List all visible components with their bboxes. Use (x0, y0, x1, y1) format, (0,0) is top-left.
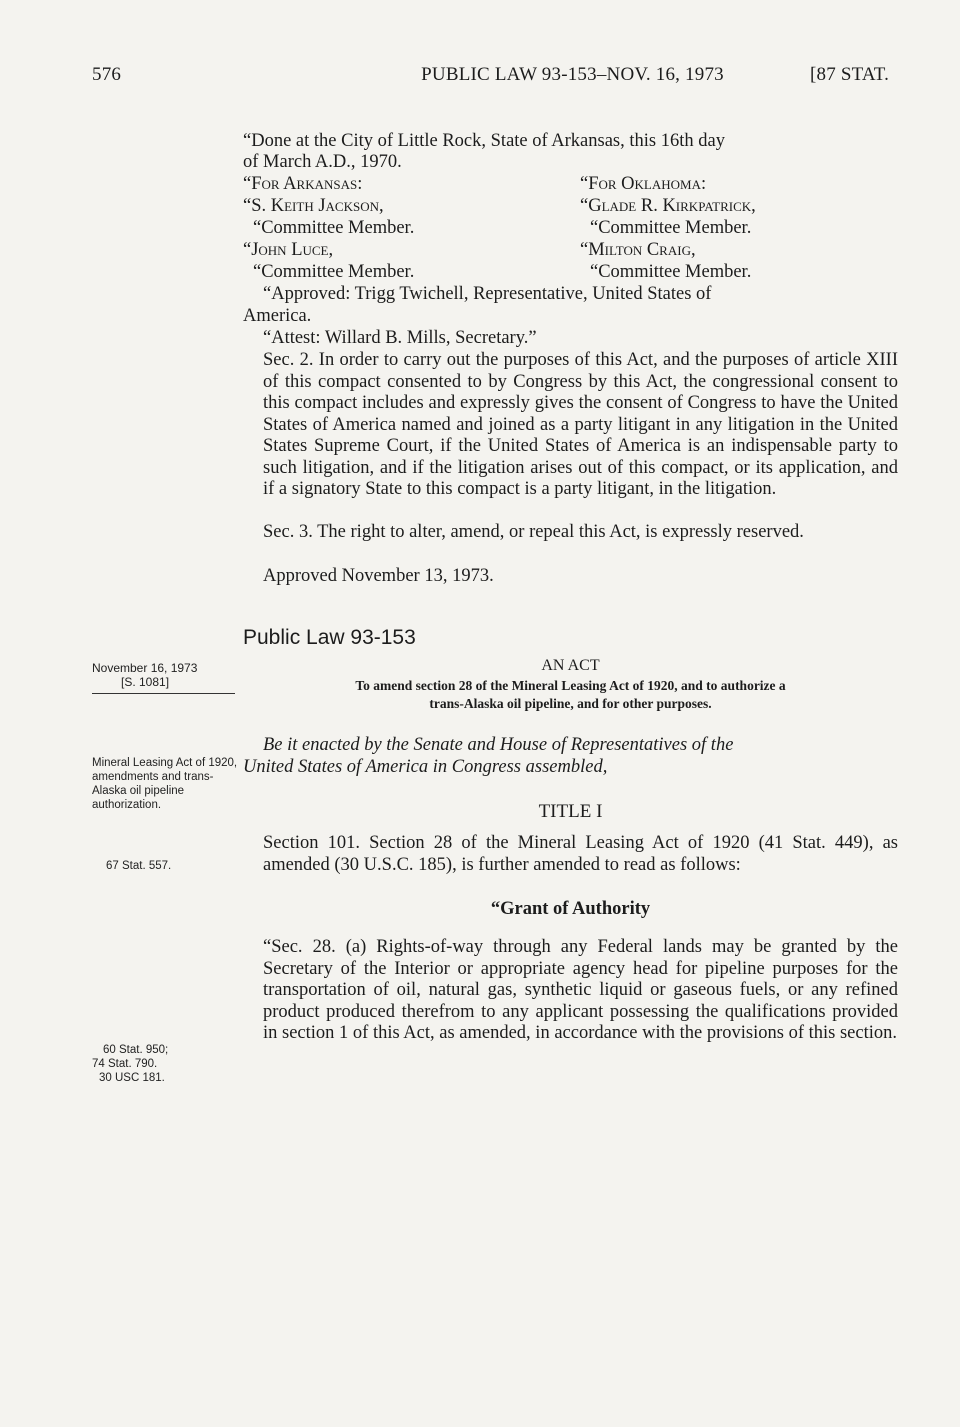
signer-kirkpatrick: “Glade R. Kirkpatrick, (580, 196, 756, 216)
enacting-line-1: Be it enacted by the Senate and House of Representatives of the (263, 735, 734, 755)
margin-cite-67-stat: 67 Stat. 557. (106, 860, 172, 872)
grant-of-authority-heading: “Grant of Authority (490, 899, 651, 919)
section-101-text: Section 101. Section 28 of the Mineral Leasing Act of 1920 (41 Stat. 449), as amended (30 U.S.C. 185), is further amended to read as follows: (263, 833, 898, 875)
section-2-paragraph (243, 350, 898, 501)
for-arkansas-label: “For Arkansas: (243, 174, 363, 194)
enactment-date: November 16, 1973 (92, 661, 198, 675)
running-title: PUBLIC LAW 93-153–NOV. 16, 1973 (421, 64, 724, 85)
margin-note-mineral-leasing: Mineral Leasing Act of 1920, amendments and trans-Alaska oil pipeline authorization. (92, 757, 238, 811)
act-purpose-line-1: To amend section 28 of the Mineral Leasing Act of 1920, and to authorize a (355, 678, 786, 693)
margin-cite-line-3: 30 USC 181. (99, 1072, 165, 1084)
section-101-paragraph (243, 833, 898, 876)
section-28a-paragraph (243, 937, 898, 1045)
signer-craig: “Milton Craig, (580, 240, 696, 260)
committee-member-2: “Committee Member. (590, 218, 752, 238)
act-purpose (243, 677, 898, 713)
margin-cite-line-2: 74 Stat. 790. (92, 1058, 158, 1070)
margin-cite-line-1: 60 Stat. 950; (103, 1044, 169, 1056)
margin-cite-60-stat (92, 1043, 242, 1085)
volume-reference: [87 STAT. (810, 64, 890, 85)
act-purpose-line-2: trans-Alaska oil pipeline, and for other purposes. (429, 696, 712, 711)
committee-member-1: “Committee Member. (253, 218, 415, 238)
committee-member-4: “Committee Member. (590, 262, 752, 282)
an-act-heading: AN ACT (541, 657, 600, 674)
section-2-text: Sec. 2. In order to carry out the purposes of this Act, and the purposes of article XIII of this compact consented to by Congress by this Act, the congressional consent to this compact includes and expressly gives the consent of Congress to have the United States of America named and joined as a party litigant in any litigation in the United States Supreme Court, if the United States of America is an indispensable party to such litigation, and if the litigation arises out of this compact, or its application, and if a signatory State to this compact is a party litigant, in the litigation. (263, 350, 898, 499)
section-28a-text: “Sec. 28. (a) Rights-of-way through any Federal lands may be granted by the Secretary of the Interior or appropriate agency head for pipeline purposes for the transportation of oil, natural gas, synthetic liquid or gaseous fuels, or any refined product produced therefrom to any applicant possessing the qualifications provided in section 1 of this Act, as amended, in accordance with the provisions of this section. (263, 937, 898, 1043)
attest-line: “Attest: Willard B. Mills, Secretary.” (263, 328, 537, 348)
enacting-line-2: United States of America in Congress assembled, (243, 757, 608, 777)
section-3-text: Sec. 3. The right to alter, amend, or repeal this Act, is expressly reserved. (263, 522, 804, 542)
approved-line-2: America. (243, 306, 312, 326)
done-line-2: of March A.D., 1970. (243, 152, 402, 172)
signer-luce: “John Luce, (243, 240, 334, 260)
title-heading: TITLE I (538, 801, 603, 822)
margin-divider (92, 693, 235, 694)
approved-line-1: “Approved: Trigg Twichell, Representative, United States of (263, 284, 712, 304)
public-law-heading: Public Law 93-153 (243, 626, 416, 649)
signer-jackson: “S. Keith Jackson, (243, 196, 384, 216)
page-number: 576 (92, 64, 122, 85)
approved-date: Approved November 13, 1973. (263, 566, 494, 586)
enactment-date-note (92, 661, 242, 689)
for-oklahoma-label: “For Oklahoma: (580, 174, 707, 194)
done-line-1: “Done at the City of Little Rock, State of Arkansas, this 16th day (243, 131, 725, 151)
bill-number: [S. 1081] (121, 675, 170, 689)
section-3-paragraph (243, 522, 898, 544)
committee-member-3: “Committee Member. (253, 262, 415, 282)
